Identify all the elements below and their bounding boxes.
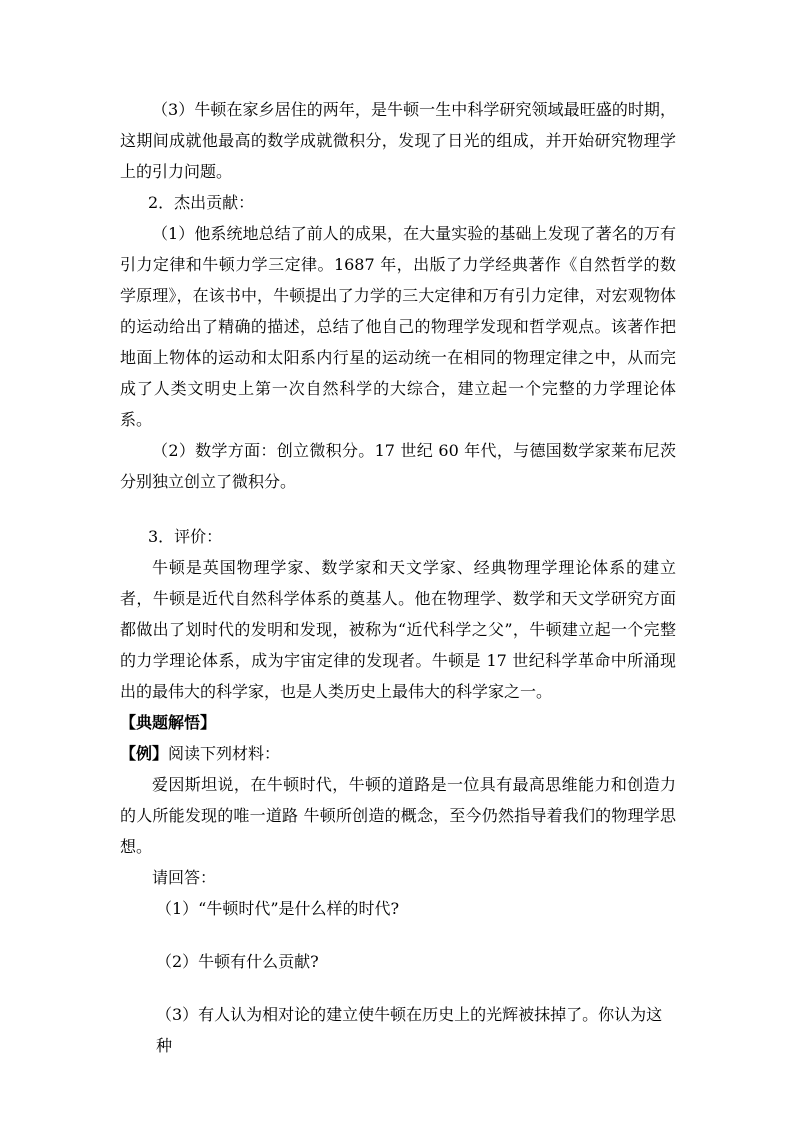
example-line: [120, 738, 676, 769]
example-text: 阅读下列材料：: [168, 744, 281, 763]
example-label: 【例】: [120, 744, 169, 763]
paragraph-contribution-math: （2）数学方面：创立微积分。17 世纪 60 年代，与德国数学家莱布尼茨分别独立创立了微积分。: [120, 441, 676, 491]
question-1: （1）“牛顿时代”是什么样的时代?: [156, 899, 400, 918]
paragraph-contribution-physics: （1）他系统地总结了前人的成果，在大量实验的基础上发现了著名的万有引力定律和牛顿力学三定律。1687 年，出版了力学经典著作《自然哲学的数学原理》，在该书中，牛顿提出了力学的三大定律和万有引力定律，对宏观物体的运动给出了精确的描述，总结了他自己的物理学发现和哲学观点。该著作把地面上物体的运动和太阳系内行星的运动统一在相同的物理定律之中，从而完成了人类文明史上第一次自然科学的大综合，建立起一个完整的力学理论体系。: [120, 224, 676, 429]
heading-contributions: 2．杰出贡献：: [148, 193, 255, 212]
question-2: （2）牛顿有什么贡献?: [156, 952, 319, 971]
material-quote: 爱因斯坦说，在牛顿时代，牛顿的道路是一位具有最高思维能力和创造力的人所能发现的唯一道路 牛顿所创造的概念，至今仍然指导着我们的物理学思想。: [120, 775, 676, 856]
question-3: （3）有人认为相对论的建立使牛顿在历史上的光辉被抹掉了。你认为这种: [156, 1005, 663, 1055]
answer-prompt: 请回答：: [152, 868, 217, 887]
heading-evaluation: 3．评价：: [148, 527, 223, 546]
paragraph-residence: （3）牛顿在家乡居住的两年，是牛顿一生中科学研究领域最旺盛的时期，这期间成就他最高的数学成就微积分，发现了日光的组成，并开始研究物理学上的引力问题。: [120, 100, 676, 181]
paragraph-evaluation: 牛顿是英国物理学家、数学家和天文学家、经典物理学理论体系的建立者，牛顿是近代自然科学体系的奠基人。他在物理学、数学和天文学研究方面都做出了划时代的发明和发现，被称为“近代科学之父”，牛顿建立起一个完整的力学理论体系，成为宇宙定律的发现者。牛顿是 17 世纪科学革命中所涌现出的最伟大的科学家，也是人类历史上最伟大的科学家之一。: [120, 558, 676, 701]
section-title: 【典题解悟】: [120, 713, 217, 732]
document-page: [120, 94, 676, 1061]
